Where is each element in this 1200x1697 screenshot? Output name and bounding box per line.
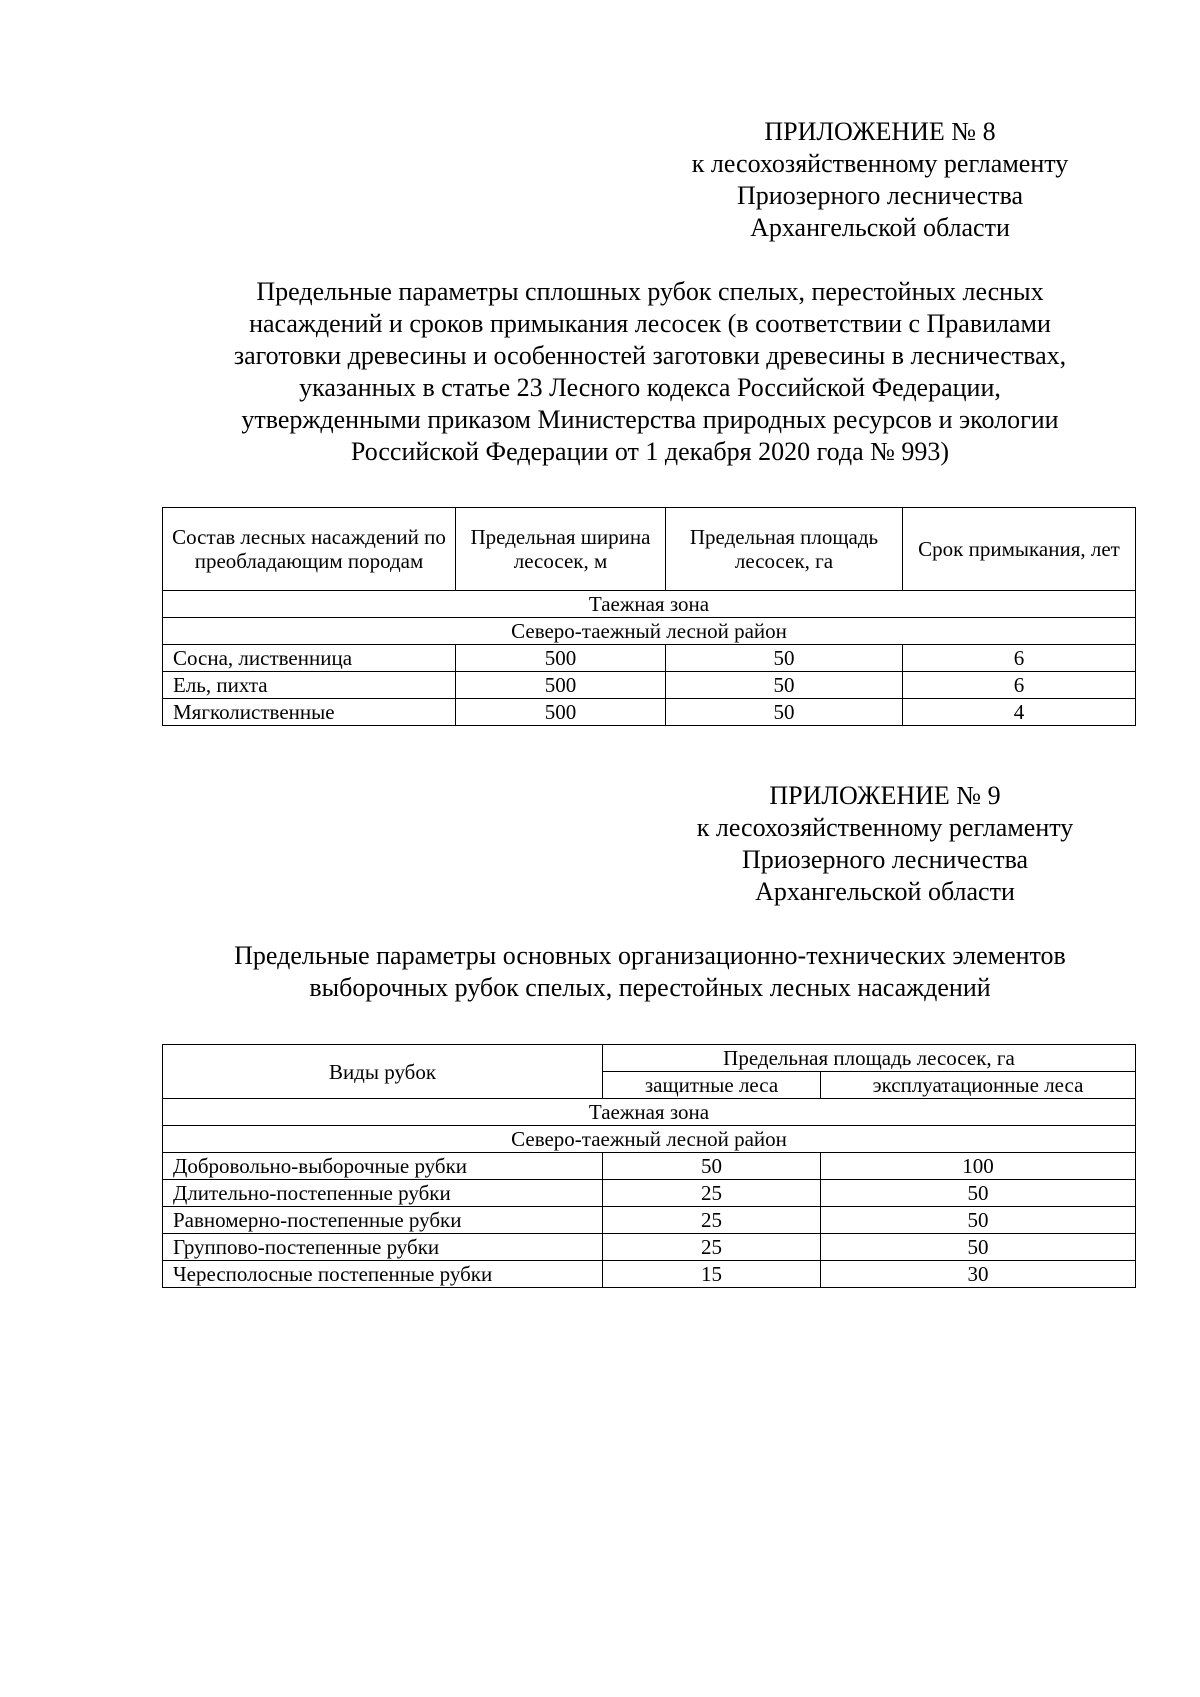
appendix-9-subtitle-line-1: к лесохозяйственному регламенту	[696, 813, 1074, 842]
appendix-9-title-line: выборочных рубок спелых, перестойных лесных насаждений	[309, 973, 991, 1002]
header-max-width: Предельная ширина лесосек, м	[456, 508, 666, 591]
table-row	[163, 1153, 1136, 1180]
protective-area-cell: 50	[603, 1153, 821, 1180]
appendix-9-number: ПРИЛОЖЕНИЕ № 9	[769, 781, 1001, 810]
table-row	[163, 645, 1136, 672]
area-cell: 50	[666, 699, 903, 726]
protective-area-cell: 25	[603, 1207, 821, 1234]
header-forest-composition: Состав лесных насаждений по преобладающим породам	[163, 508, 456, 591]
cutting-type-cell: Равномерно-постепенные рубки	[163, 1207, 603, 1234]
appendix-8-subtitle-line-3: Архангельской области	[750, 213, 1010, 242]
period-cell: 4	[903, 699, 1136, 726]
exploitation-area-cell: 30	[821, 1261, 1136, 1288]
appendix-8-title-line: Предельные параметры сплошных рубок спелых, перестойных лесных	[256, 277, 1044, 306]
appendix-9-subtitle-line-3: Архангельской области	[755, 877, 1015, 906]
selective-cutting-parameters-table	[162, 1044, 1136, 1288]
table-row	[163, 672, 1136, 699]
appendix-8-title-line: заготовки древесины и особенностей заготовки древесины в лесничествах,	[233, 341, 1067, 370]
appendix-9-title	[160, 940, 1140, 1004]
appendix-8-header	[640, 116, 1120, 244]
width-cell: 500	[456, 672, 666, 699]
table-row	[163, 699, 1136, 726]
header-max-area: Предельная площадь лесосек, га	[603, 1045, 1136, 1072]
width-cell: 500	[456, 699, 666, 726]
cutting-type-cell: Длительно-постепенные рубки	[163, 1180, 603, 1207]
district-label: Северо-таежный лесной район	[163, 618, 1136, 645]
appendix-8-subtitle-line-2: Приозерного лесничества	[736, 181, 1024, 210]
appendix-9-title-line: Предельные параметры основных организационно-технических элементов	[234, 941, 1066, 970]
clearcut-parameters-table	[162, 507, 1136, 726]
appendix-9-subtitle-line-2: Приозерного лесничества	[741, 845, 1029, 874]
appendix-8-title-line: Российской Федерации от 1 декабря 2020 года № 993)	[350, 437, 950, 466]
district-label: Северо-таежный лесной район	[163, 1126, 1136, 1153]
species-cell: Сосна, лиственница	[163, 645, 456, 672]
exploitation-area-cell: 100	[821, 1153, 1136, 1180]
exploitation-area-cell: 50	[821, 1234, 1136, 1261]
table-section-row	[163, 1126, 1136, 1153]
cutting-type-cell: Группово-постепенные рубки	[163, 1234, 603, 1261]
exploitation-area-cell: 50	[821, 1180, 1136, 1207]
table-section-row	[163, 591, 1136, 618]
species-cell: Мягколиственные	[163, 699, 456, 726]
appendix-8-title-line: утвержденными приказом Министерства природных ресурсов и экологии	[241, 405, 1059, 434]
table-row	[163, 1261, 1136, 1288]
header-max-area: Предельная площадь лесосек, га	[666, 508, 903, 591]
species-cell: Ель, пихта	[163, 672, 456, 699]
zone-label: Таежная зона	[163, 591, 1136, 618]
protective-area-cell: 25	[603, 1234, 821, 1261]
cutting-type-cell: Добровольно-выборочные рубки	[163, 1153, 603, 1180]
cutting-type-cell: Чересполосные постепенные рубки	[163, 1261, 603, 1288]
header-adjacency-period: Срок примыкания, лет	[903, 508, 1136, 591]
table-header-row	[163, 508, 1136, 591]
area-cell: 50	[666, 645, 903, 672]
table-header-row	[163, 1045, 1136, 1072]
header-protective-forests: защитные леса	[603, 1072, 821, 1099]
header-cutting-type: Виды рубок	[163, 1045, 603, 1099]
appendix-8-subtitle-line-1: к лесохозяйственному регламенту	[691, 149, 1069, 178]
appendix-8-title	[160, 276, 1140, 468]
period-cell: 6	[903, 645, 1136, 672]
exploitation-area-cell: 50	[821, 1207, 1136, 1234]
period-cell: 6	[903, 672, 1136, 699]
appendix-8-number: ПРИЛОЖЕНИЕ № 8	[764, 117, 996, 146]
appendix-9-header	[645, 780, 1125, 908]
table-row	[163, 1207, 1136, 1234]
zone-label: Таежная зона	[163, 1099, 1136, 1126]
appendix-8-title-line: указанных в статье 23 Лесного кодекса Российской Федерации,	[299, 373, 1001, 402]
table-row	[163, 1180, 1136, 1207]
table-section-row	[163, 618, 1136, 645]
protective-area-cell: 25	[603, 1180, 821, 1207]
table-section-row	[163, 1099, 1136, 1126]
appendix-8-title-line: насаждений и сроков примыкания лесосек (в соответствии с Правилами	[249, 309, 1051, 338]
table-row	[163, 1234, 1136, 1261]
width-cell: 500	[456, 645, 666, 672]
area-cell: 50	[666, 672, 903, 699]
protective-area-cell: 15	[603, 1261, 821, 1288]
header-exploitation-forests: эксплуатационные леса	[821, 1072, 1136, 1099]
